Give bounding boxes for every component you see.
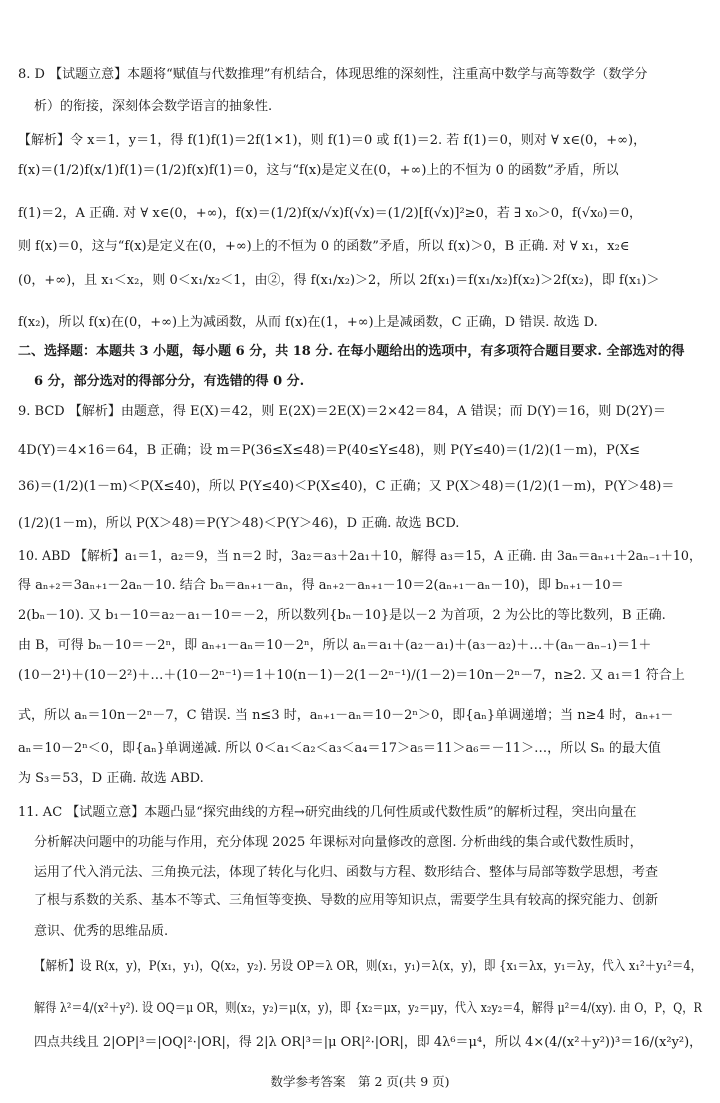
text-line-content: 式，所以 aₙ＝10n－2ⁿ－7，C 错误. 当 n≤3 时，aₙ₊₁－aₙ＝10－2ⁿ＞0，即{aₙ}单调递增；当 n≥4 时，aₙ₊₁－ — [18, 708, 674, 723]
text-line — [0, 738, 720, 760]
text-line-content: 【解析】设 R(x，y)，P(x₁，y₁)，Q(x₂，y₂). 另设 OP＝λ OR，则(x₁，y₁)＝λ(x，y)，即 {x₁＝λx，y₁＝λy，代入 x₁²＋y₁²＝4， — [34, 959, 703, 974]
text-line — [0, 575, 720, 597]
text-line — [0, 160, 720, 182]
text-line-content: 为 S₃＝53，D 正确. 故选 ABD. — [18, 771, 204, 786]
text-line — [0, 341, 720, 363]
text-line — [0, 236, 720, 258]
text-line-content: 则 f(x)＝0，这与“f(x)是定义在(0，+∞)上的不恒为 0 的函数”矛盾，所以 f(x)＞0，B 正确. 对 ∀ x₁，x₂∈ — [18, 239, 630, 254]
text-line — [0, 312, 720, 334]
text-line-content: 分析解决问题中的功能与作用，充分体现 2025 年课标对向量修改的意图. 分析曲线的集合或代数性质时， — [34, 835, 643, 850]
text-line — [0, 270, 720, 292]
text-line — [0, 635, 720, 657]
text-line-content: (10－2¹)＋(10－2²)＋…＋(10－2ⁿ⁻¹)＝1＋10(n－1)－2(1－2ⁿ⁻¹)/(1－2)＝10n－2ⁿ－7，n≥2. 又 a₁＝1 符合上 — [18, 668, 685, 683]
text-line-content: 了根与系数的关系、基本不等式、三角恒等变换、导数的应用等知识点，需要学生具有较高的探究能力、创新 — [34, 893, 659, 908]
text-line — [0, 956, 720, 978]
text-line — [0, 921, 720, 943]
text-line — [0, 605, 720, 627]
text-line-content: 析）的衔接，深刻体会数学语言的抽象性. — [34, 99, 273, 114]
text-line — [0, 96, 720, 118]
text-line-content: aₙ＝10－2ⁿ＜0，即{aₙ}单调递减. 所以 0＜a₁＜a₂＜a₃＜a₄＝17＞a₅＝11＞a₆＝－11＞…，所以 Sₙ 的最大值 — [18, 741, 661, 756]
text-line-content: 6 分，部分选对的得部分分，有选错的得 0 分. — [34, 374, 305, 389]
text-line — [0, 440, 720, 462]
text-line — [0, 546, 720, 568]
text-line — [0, 130, 720, 152]
text-line — [0, 513, 720, 535]
text-line-content: 四点共线且 2|OP|³＝|OQ|²·|OR|，得 2|λ OR|³＝|μ OR|²·|OR|，即 4λ⁶＝μ⁴，所以 4×(4/(x²＋y²))³＝16/(x²y²)， — [34, 1035, 703, 1050]
text-line — [0, 203, 720, 225]
text-line — [0, 768, 720, 790]
text-line-content: 4D(Y)＝4×16＝64，B 正确；设 m＝P(36≤X≤48)＝P(40≤Y≤48)，则 P(Y≤40)＝(1/2)(1－m)，P(X≤ — [18, 443, 640, 458]
text-line-content: (1/2)(1－m)，所以 P(X＞48)＝P(Y＞48)＜P(Y＞46)，D 正确. 故选 BCD. — [18, 516, 460, 531]
text-line-content: f(x)＝(1/2)f(x/1)f(1)＝(1/2)f(x)f(1)＝0，这与“f(x)是定义在(0，+∞)上的不恒为 0 的函数”矛盾，所以 — [18, 163, 619, 178]
text-line-content: 36)＝(1/2)(1－m)＜P(X≤40)，所以 P(Y≤40)＜P(X≤40)，C 正确；又 P(X＞48)＝(1/2)(1－m)，P(Y＞48)＝ — [18, 479, 675, 494]
text-line — [0, 705, 720, 727]
text-line — [0, 64, 720, 86]
text-line-content: 9. BCD 【解析】由题意，得 E(X)＝42，则 E(2X)＝2E(X)＝2×42＝84，A 错误；而 D(Y)＝16，则 D(2Y)＝ — [18, 404, 666, 419]
text-line-content: 11. AC 【试题立意】本题凸显“探究曲线的方程→研究曲线的几何性质或代数性质”的解析过程，突出向量在 — [18, 805, 637, 820]
text-line-content: (0，+∞)，且 x₁＜x₂，则 0＜x₁/x₂＜1，由②，得 f(x₁/x₂)＞2，所以 2f(x₁)＝f(x₁/x₂)f(x₂)＞2f(x₂)，即 f(x₁)＞ — [18, 273, 660, 288]
page-footer: 数学参考答案 第 2 页(共 9 页) — [270, 1074, 450, 1089]
text-line — [0, 665, 720, 687]
text-line-content: 2(bₙ－10). 又 b₁－10＝a₂－a₁－10＝－2，所以数列{bₙ－10}是以－2 为首项，2 为公比的等比数列，B 正确. — [18, 608, 666, 623]
text-line-content: 运用了代入消元法、三角换元法，体现了转化与化归、函数与方程、数形结合、整体与局部等数学思想，考查 — [34, 865, 659, 880]
text-line-content: 8. D 【试题立意】本题将“赋值与代数推理”有机结合，体现思维的深刻性，注重高中数学与高等数学（数学分 — [18, 67, 648, 82]
text-line-content: 【解析】令 x＝1，y＝1，得 f(1)f(1)＝2f(1×1)，则 f(1)＝0 或 f(1)＝2. 若 f(1)＝0，则对 ∀ x∈(0，+∞)， — [18, 133, 647, 148]
text-line-content: 得 aₙ₊₂＝3aₙ₊₁－2aₙ－10. 结合 bₙ＝aₙ₊₁－aₙ，得 aₙ₊₂－aₙ₊₁－10＝2(aₙ₊₁－aₙ－10)，即 bₙ₊₁－10＝ — [18, 578, 624, 593]
text-line-content: 二、选择题：本题共 3 小题，每小题 6 分，共 18 分. 在每小题给出的选项中，有多项符合题目要求. 全部选对的得 — [18, 344, 685, 359]
text-line-content: f(1)＝2，A 正确. 对 ∀ x∈(0，+∞)，f(x)＝(1/2)f(x/√x)f(√x)＝(1/2)[f(√x)]²≥0，若 ∃ x₀＞0，f(√x₀)＝0， — [18, 206, 643, 221]
text-line — [0, 802, 720, 824]
text-line — [0, 862, 720, 884]
text-line-content: 由 B，可得 bₙ－10＝－2ⁿ，即 aₙ₊₁－aₙ＝10－2ⁿ，所以 aₙ＝a₁＋(a₂－a₁)＋(a₃－a₂)＋…＋(aₙ－aₙ₋₁)＝1＋ — [18, 638, 652, 653]
text-line-content: 10. ABD 【解析】a₁＝1，a₂＝9，当 n＝2 时，3a₂＝a₃＋2a₁＋10，解得 a₃＝15，A 正确. 由 3aₙ＝aₙ₊₁＋2aₙ₋₁＋10， — [18, 549, 702, 564]
text-line — [0, 998, 720, 1020]
text-line — [0, 890, 720, 912]
text-line-content: 意识、优秀的思维品质. — [34, 924, 169, 939]
text-line — [0, 1032, 720, 1054]
text-line — [0, 832, 720, 854]
text-line-content: 解得 λ²＝4/(x²＋y²). 设 OQ＝μ OR，则(x₂，y₂)＝μ(x，y)，即 {x₂＝μx，y₂＝μy，代入 x₂y₂＝4，解得 μ²＝4/(xy). 由 O，P，Q，R — [34, 1001, 702, 1016]
text-line — [0, 401, 720, 423]
text-line — [0, 476, 720, 498]
text-line — [0, 371, 720, 393]
text-line-content: f(x₂)，所以 f(x)在(0，+∞)上为减函数，从而 f(x)在(1，+∞)上是减函数，C 正确，D 错误. 故选 D. — [18, 315, 598, 330]
